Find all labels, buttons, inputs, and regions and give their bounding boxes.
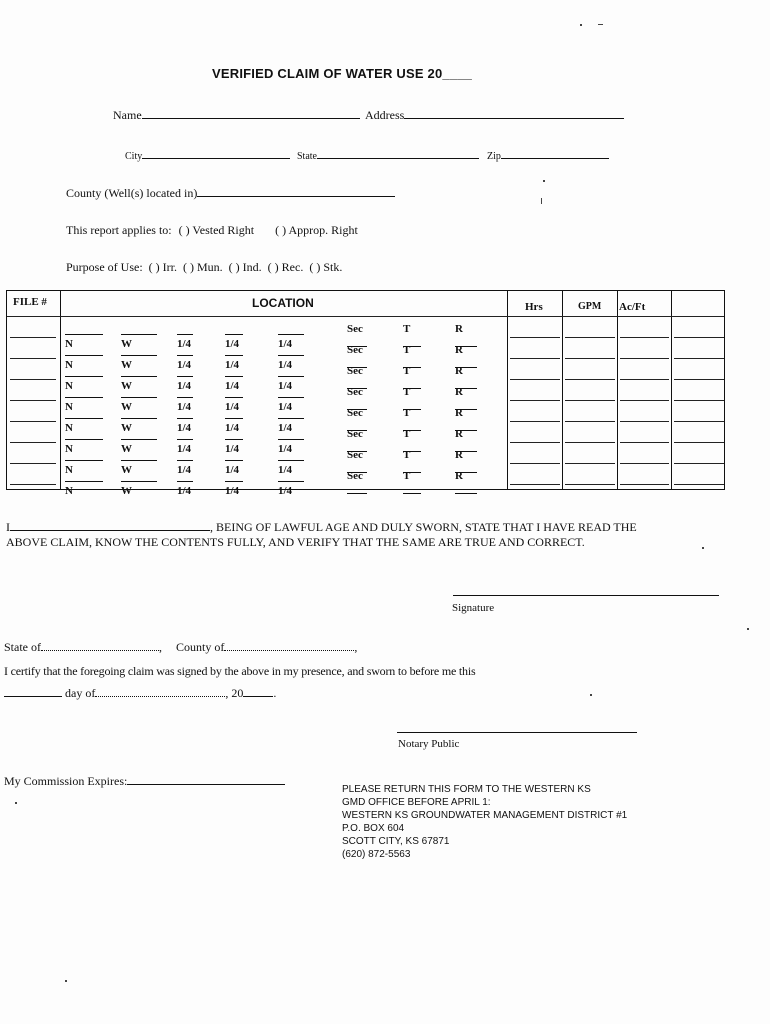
zip-label: Zip bbox=[487, 151, 501, 162]
location-label: N bbox=[65, 443, 73, 455]
file-number-line[interactable] bbox=[10, 400, 56, 401]
file-number-line[interactable] bbox=[10, 442, 56, 443]
location-blank[interactable] bbox=[225, 428, 243, 440]
file-number-line[interactable] bbox=[10, 484, 56, 485]
location-label: 1/4 bbox=[278, 401, 293, 413]
oath-i-label: I bbox=[6, 520, 10, 534]
applies-label: This report applies to: bbox=[66, 223, 172, 237]
location-r[interactable] bbox=[455, 470, 477, 497]
location-label: 1/4 bbox=[177, 422, 192, 434]
commission-field bbox=[4, 772, 285, 789]
value-cell-line[interactable] bbox=[510, 463, 560, 464]
location-blank[interactable] bbox=[121, 470, 157, 482]
location-blank[interactable] bbox=[65, 365, 103, 377]
name-field bbox=[113, 106, 360, 123]
location-blank[interactable] bbox=[121, 323, 157, 335]
year-input-line[interactable] bbox=[243, 684, 273, 697]
scan-speck bbox=[15, 802, 17, 804]
value-cell-line[interactable] bbox=[620, 484, 669, 485]
location-label: N bbox=[65, 422, 73, 434]
location-blank[interactable] bbox=[177, 428, 193, 440]
location-blank[interactable] bbox=[225, 344, 243, 356]
location-label: 1/4 bbox=[278, 380, 293, 392]
scan-speck bbox=[65, 980, 67, 982]
location-label: 1/4 bbox=[278, 359, 293, 371]
location-label: W bbox=[121, 443, 132, 455]
table-divider bbox=[617, 291, 618, 489]
certify-text: I certify that the foregoing claim was signed by the above in my presence, and sworn to before me this bbox=[4, 664, 476, 678]
return-line: SCOTT CITY, KS 67871 bbox=[342, 836, 450, 847]
location-label: W bbox=[121, 485, 132, 497]
location-blank[interactable] bbox=[278, 365, 304, 377]
signature-line[interactable] bbox=[453, 595, 719, 596]
location-label: Sec bbox=[347, 323, 363, 335]
location-label: 1/4 bbox=[225, 338, 240, 350]
value-cell-line[interactable] bbox=[565, 358, 615, 359]
location-label: R bbox=[455, 449, 463, 461]
value-cell-line[interactable] bbox=[620, 358, 669, 359]
value-cell-line[interactable] bbox=[565, 421, 615, 422]
value-cell-line[interactable] bbox=[620, 379, 669, 380]
location-q3[interactable] bbox=[278, 470, 304, 497]
oath-text-2: ABOVE CLAIM, KNOW THE CONTENTS FULLY, AND VERIFY THAT THE SAME ARE TRUE AND CORRECT. bbox=[6, 535, 585, 549]
value-cell-line[interactable] bbox=[565, 442, 615, 443]
location-label: 1/4 bbox=[225, 485, 240, 497]
location-label: W bbox=[121, 464, 132, 476]
location-label: Sec bbox=[347, 407, 363, 419]
city-label: City bbox=[125, 151, 143, 162]
location-label: 1/4 bbox=[225, 443, 240, 455]
address-input-line[interactable] bbox=[404, 106, 624, 119]
location-label: 1/4 bbox=[177, 359, 192, 371]
value-cell-line[interactable] bbox=[674, 358, 724, 359]
location-blank[interactable] bbox=[403, 482, 421, 494]
table-divider bbox=[60, 291, 61, 489]
value-cell-line[interactable] bbox=[510, 421, 560, 422]
file-number-line[interactable] bbox=[10, 337, 56, 338]
value-cell-line[interactable] bbox=[510, 358, 560, 359]
value-cell-line[interactable] bbox=[674, 337, 724, 338]
location-label: R bbox=[455, 323, 463, 335]
value-cell-line[interactable] bbox=[565, 379, 615, 380]
location-label: W bbox=[121, 359, 132, 371]
value-cell-line[interactable] bbox=[674, 463, 724, 464]
scan-speck bbox=[702, 547, 704, 549]
value-cell-line[interactable] bbox=[510, 337, 560, 338]
state-field bbox=[297, 146, 479, 162]
value-cell-line[interactable] bbox=[620, 421, 669, 422]
location-label: T bbox=[403, 470, 411, 482]
commission-input-line[interactable] bbox=[127, 772, 285, 785]
location-blank[interactable] bbox=[65, 323, 103, 335]
county-label: County (Well(s) located in) bbox=[66, 186, 198, 200]
location-label: R bbox=[455, 344, 463, 356]
notary-signature-line[interactable] bbox=[397, 732, 637, 733]
location-blank[interactable] bbox=[177, 407, 193, 419]
location-label: 1/4 bbox=[225, 359, 240, 371]
value-cell-line[interactable] bbox=[510, 442, 560, 443]
value-cell-line[interactable] bbox=[674, 400, 724, 401]
location-label: W bbox=[121, 401, 132, 413]
location-label: 1/4 bbox=[225, 422, 240, 434]
year-prefix: 20 bbox=[231, 686, 244, 700]
location-label: Sec bbox=[347, 386, 363, 398]
zip-field bbox=[487, 146, 609, 162]
return-line: (620) 872-5563 bbox=[342, 849, 411, 860]
table-divider bbox=[671, 291, 672, 489]
col-header-gpm: GPM bbox=[578, 301, 602, 312]
col-header-hrs: Hrs bbox=[525, 301, 543, 313]
location-t[interactable] bbox=[403, 470, 421, 497]
state-of-input-line[interactable] bbox=[41, 638, 159, 651]
location-label: 1/4 bbox=[177, 443, 192, 455]
location-blank[interactable] bbox=[278, 470, 304, 482]
scan-speck bbox=[541, 198, 542, 204]
location-label: N bbox=[65, 380, 73, 392]
location-blank[interactable] bbox=[121, 407, 157, 419]
value-cell-line[interactable] bbox=[565, 337, 615, 338]
location-blank[interactable] bbox=[177, 344, 193, 356]
location-label: W bbox=[121, 422, 132, 434]
location-blank[interactable] bbox=[121, 449, 157, 461]
location-label: T bbox=[403, 344, 411, 356]
location-label: 1/4 bbox=[278, 338, 293, 350]
location-blank[interactable] bbox=[225, 449, 243, 461]
location-label: R bbox=[455, 470, 463, 482]
location-blank[interactable] bbox=[177, 470, 193, 482]
location-blank[interactable] bbox=[278, 449, 304, 461]
col-header-file: FILE # bbox=[13, 296, 47, 308]
location-label: T bbox=[403, 386, 411, 398]
location-label: N bbox=[65, 338, 73, 350]
city-input-line[interactable] bbox=[142, 146, 290, 159]
month-input-line[interactable] bbox=[95, 684, 225, 697]
table-header-rule bbox=[7, 316, 724, 317]
value-cell-line[interactable] bbox=[674, 421, 724, 422]
location-blank[interactable] bbox=[121, 428, 157, 440]
location-label: 1/4 bbox=[177, 485, 192, 497]
return-line: PLEASE RETURN THIS FORM TO THE WESTERN KS bbox=[342, 784, 591, 795]
location-blank[interactable] bbox=[278, 323, 304, 335]
location-label: W bbox=[121, 338, 132, 350]
location-blank[interactable] bbox=[225, 365, 243, 377]
day-of-label: day of bbox=[65, 686, 96, 700]
location-blank[interactable] bbox=[177, 386, 193, 398]
state-label: State bbox=[297, 151, 317, 162]
form-title: VERIFIED CLAIM OF WATER USE 20____ bbox=[212, 66, 473, 81]
location-blank[interactable] bbox=[225, 470, 243, 482]
oath-line-1 bbox=[6, 518, 637, 535]
location-blank[interactable] bbox=[347, 482, 367, 494]
value-cell-line[interactable] bbox=[510, 484, 560, 485]
applies-to-row bbox=[66, 223, 358, 238]
name-input-line[interactable] bbox=[142, 106, 360, 119]
county-of-field: County of , bbox=[176, 640, 358, 654]
purpose-label: Purpose of Use: bbox=[66, 260, 143, 274]
location-label: N bbox=[65, 485, 73, 497]
location-blank[interactable] bbox=[177, 323, 193, 335]
value-cell-line[interactable] bbox=[674, 484, 724, 485]
location-label: 1/4 bbox=[278, 464, 293, 476]
location-blank[interactable] bbox=[278, 407, 304, 419]
location-blank[interactable] bbox=[278, 428, 304, 440]
location-blank[interactable] bbox=[65, 470, 103, 482]
purpose-row bbox=[66, 260, 342, 275]
file-number-line[interactable] bbox=[10, 358, 56, 359]
oath-name-input-line[interactable] bbox=[10, 518, 210, 531]
value-cell-line[interactable] bbox=[620, 337, 669, 338]
location-label: 1/4 bbox=[225, 464, 240, 476]
value-cell-line[interactable] bbox=[620, 400, 669, 401]
location-blank[interactable] bbox=[121, 344, 157, 356]
return-instructions bbox=[342, 783, 627, 861]
approp-right-checkbox[interactable]: ( ) Approp. Right bbox=[275, 223, 358, 237]
file-number-line[interactable] bbox=[10, 421, 56, 422]
location-blank[interactable] bbox=[225, 407, 243, 419]
purpose-rec-checkbox[interactable]: ( ) Rec. bbox=[267, 260, 304, 274]
value-cell-line[interactable] bbox=[674, 442, 724, 443]
value-cell-line[interactable] bbox=[565, 463, 615, 464]
location-label: W bbox=[121, 380, 132, 392]
value-cell-line[interactable] bbox=[674, 379, 724, 380]
location-label: T bbox=[403, 428, 411, 440]
location-blank[interactable] bbox=[177, 365, 193, 377]
location-label: 1/4 bbox=[177, 380, 192, 392]
location-label: R bbox=[455, 428, 463, 440]
location-label: 1/4 bbox=[225, 380, 240, 392]
value-cell-line[interactable] bbox=[510, 400, 560, 401]
location-label: Sec bbox=[347, 428, 363, 440]
location-blank[interactable] bbox=[65, 428, 103, 440]
scan-speck bbox=[747, 628, 749, 630]
scan-speck bbox=[590, 694, 592, 696]
location-label: Sec bbox=[347, 449, 363, 461]
purpose-irr-checkbox[interactable]: ( ) Irr. bbox=[148, 260, 177, 274]
location-label: T bbox=[403, 323, 411, 335]
location-blank[interactable] bbox=[225, 386, 243, 398]
location-label: T bbox=[403, 407, 411, 419]
location-label: Sec bbox=[347, 470, 363, 482]
location-blank[interactable] bbox=[65, 386, 103, 398]
location-label: 1/4 bbox=[278, 443, 293, 455]
day-input-line[interactable] bbox=[4, 684, 62, 697]
location-w[interactable] bbox=[121, 470, 157, 497]
location-blank[interactable] bbox=[455, 482, 477, 494]
oath-text-1: , BEING OF LAWFUL AGE AND DULY SWORN, STATE THAT I HAVE READ THE bbox=[210, 520, 637, 534]
value-cell-line[interactable] bbox=[565, 484, 615, 485]
zip-input-line[interactable] bbox=[501, 146, 609, 159]
location-blank[interactable] bbox=[121, 365, 157, 377]
location-blank[interactable] bbox=[121, 386, 157, 398]
location-label: Sec bbox=[347, 365, 363, 377]
scan-speck bbox=[580, 24, 582, 26]
notary-label: Notary Public bbox=[398, 738, 460, 750]
state-of-label: State of bbox=[4, 640, 41, 654]
return-line: WESTERN KS GROUNDWATER MANAGEMENT DISTRICT #1 bbox=[342, 810, 628, 821]
value-cell-line[interactable] bbox=[565, 400, 615, 401]
location-label: N bbox=[65, 401, 73, 413]
purpose-stk-checkbox[interactable]: ( ) Stk. bbox=[309, 260, 343, 274]
location-label: T bbox=[403, 365, 411, 377]
location-label: R bbox=[455, 365, 463, 377]
purpose-ind-checkbox[interactable]: ( ) Ind. bbox=[228, 260, 262, 274]
location-sec[interactable] bbox=[347, 470, 367, 497]
location-label: R bbox=[455, 386, 463, 398]
county-of-label: County of bbox=[176, 640, 225, 654]
location-label: 1/4 bbox=[225, 401, 240, 413]
location-q2[interactable] bbox=[225, 470, 243, 497]
location-label: 1/4 bbox=[278, 422, 293, 434]
location-blank[interactable] bbox=[278, 386, 304, 398]
location-label: 1/4 bbox=[278, 485, 293, 497]
location-label: 1/4 bbox=[177, 401, 192, 413]
address-field bbox=[365, 106, 624, 123]
location-label: N bbox=[65, 359, 73, 371]
state-input-line[interactable] bbox=[317, 146, 479, 159]
location-label: N bbox=[65, 464, 73, 476]
return-line: P.O. BOX 604 bbox=[342, 823, 405, 834]
commission-label: My Commission Expires: bbox=[4, 774, 128, 788]
location-blank[interactable] bbox=[65, 449, 103, 461]
value-cell-line[interactable] bbox=[510, 379, 560, 380]
scan-speck bbox=[543, 180, 545, 182]
value-cell-line[interactable] bbox=[620, 463, 669, 464]
location-label: R bbox=[455, 407, 463, 419]
claim-table bbox=[6, 290, 725, 497]
location-blank[interactable] bbox=[177, 449, 193, 461]
county-of-input-line[interactable] bbox=[224, 638, 354, 651]
location-label: T bbox=[403, 449, 411, 461]
scan-speck bbox=[598, 24, 603, 25]
signature-label: Signature bbox=[452, 602, 495, 614]
file-number-line[interactable] bbox=[10, 379, 56, 380]
location-label: 1/4 bbox=[177, 464, 192, 476]
location-blank[interactable] bbox=[278, 344, 304, 356]
location-q1[interactable] bbox=[177, 470, 193, 497]
name-label: Name bbox=[113, 108, 142, 122]
col-header-location: LOCATION bbox=[252, 296, 314, 310]
location-blank[interactable] bbox=[65, 344, 103, 356]
purpose-mun-checkbox[interactable]: ( ) Mun. bbox=[183, 260, 223, 274]
col-header-acft: Ac/Ft bbox=[619, 301, 646, 313]
file-number-line[interactable] bbox=[10, 463, 56, 464]
day-of-row: day of , 20 . bbox=[4, 684, 276, 701]
location-blank[interactable] bbox=[65, 407, 103, 419]
location-label: 1/4 bbox=[177, 338, 192, 350]
location-label: Sec bbox=[347, 344, 363, 356]
value-cell-line[interactable] bbox=[620, 442, 669, 443]
location-n[interactable] bbox=[65, 470, 103, 497]
city-field bbox=[125, 146, 290, 162]
location-blank[interactable] bbox=[225, 323, 243, 335]
county-input-line[interactable] bbox=[197, 184, 395, 197]
county-field bbox=[66, 184, 395, 201]
state-of-field: State of , bbox=[4, 640, 162, 654]
table-divider bbox=[562, 291, 563, 489]
address-label: Address bbox=[365, 108, 405, 122]
return-line: GMD OFFICE BEFORE APRIL 1: bbox=[342, 797, 491, 808]
table-divider bbox=[507, 291, 508, 489]
vested-right-checkbox[interactable]: ( ) Vested Right bbox=[178, 223, 255, 237]
